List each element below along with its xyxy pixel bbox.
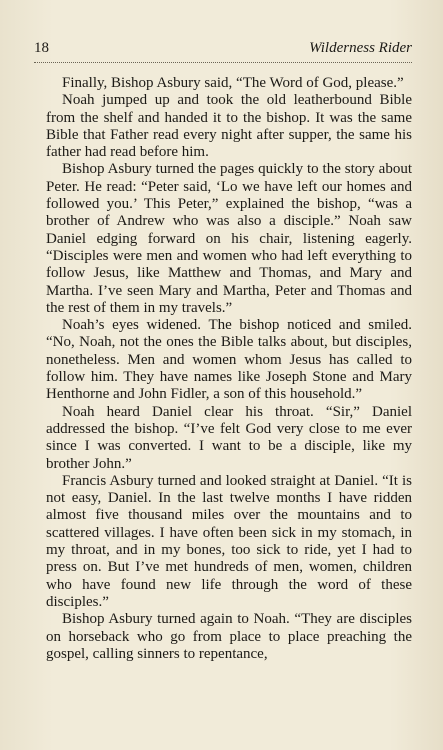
paragraph: Francis Asbury turned and looked straight at Daniel. “It is not easy, Daniel. In the last twelve months I have ridden almost five thousand miles over the mountains and to scattered villages. I have often been sick in my stomach, in my throat, and in my bones, too sick to ride, yet I had to press on. But I’ve met hundreds of men, women, children who have found new life through the word of these disciples.” [46,472,412,610]
paragraph: Noah’s eyes widened. The bishop noticed and smiled. “No, Noah, not the ones the Bible talks about, but disciples, nonetheless. Men and women whom Jesus has called to follow him. They have names like Joseph Stone and Mary Henthorne and John Fidler, a son of this household.” [46,317,412,403]
paragraph: Finally, Bishop Asbury said, “The Word of God, please.” [62,75,404,91]
paragraph: Bishop Asbury turned the pages quickly to the story about Peter. He read: “Peter said, ‘Lo we have left our homes and followed you.’ This Peter,” explained the bishop, “was a brother of Andrew who was also a disciple.” Noah saw Daniel edging forward on his chair, listening eagerly. “Disciples were men and women who had left everything to follow Jesus, like Matthew and Thomas, and Mary and Martha. I’ve seen Mary and Martha, Peter and Thomas and the rest of them in my travels.” [46,161,412,316]
header-divider [34,62,412,63]
page-header [34,40,412,60]
paragraph: Noah jumped up and took the old leatherbound Bible from the shelf and handed it to the bishop. It was the same Bible that Father read every night after supper, the same his father had read before him. [46,92,412,161]
page-number: 18 [34,40,49,56]
paragraph: Bishop Asbury turned again to Noah. “They are disciples on horseback who go from place to place preaching the gospel, calling sinners to repentance, [46,611,412,662]
running-title: Wilderness Rider [309,40,412,56]
paragraph: Noah heard Daniel clear his throat. “Sir,” Daniel addressed the bishop. “I’ve felt God very close to me ever since I was converted. I want to be a disciple, like my brother John.” [46,403,412,472]
body-text [46,75,412,663]
